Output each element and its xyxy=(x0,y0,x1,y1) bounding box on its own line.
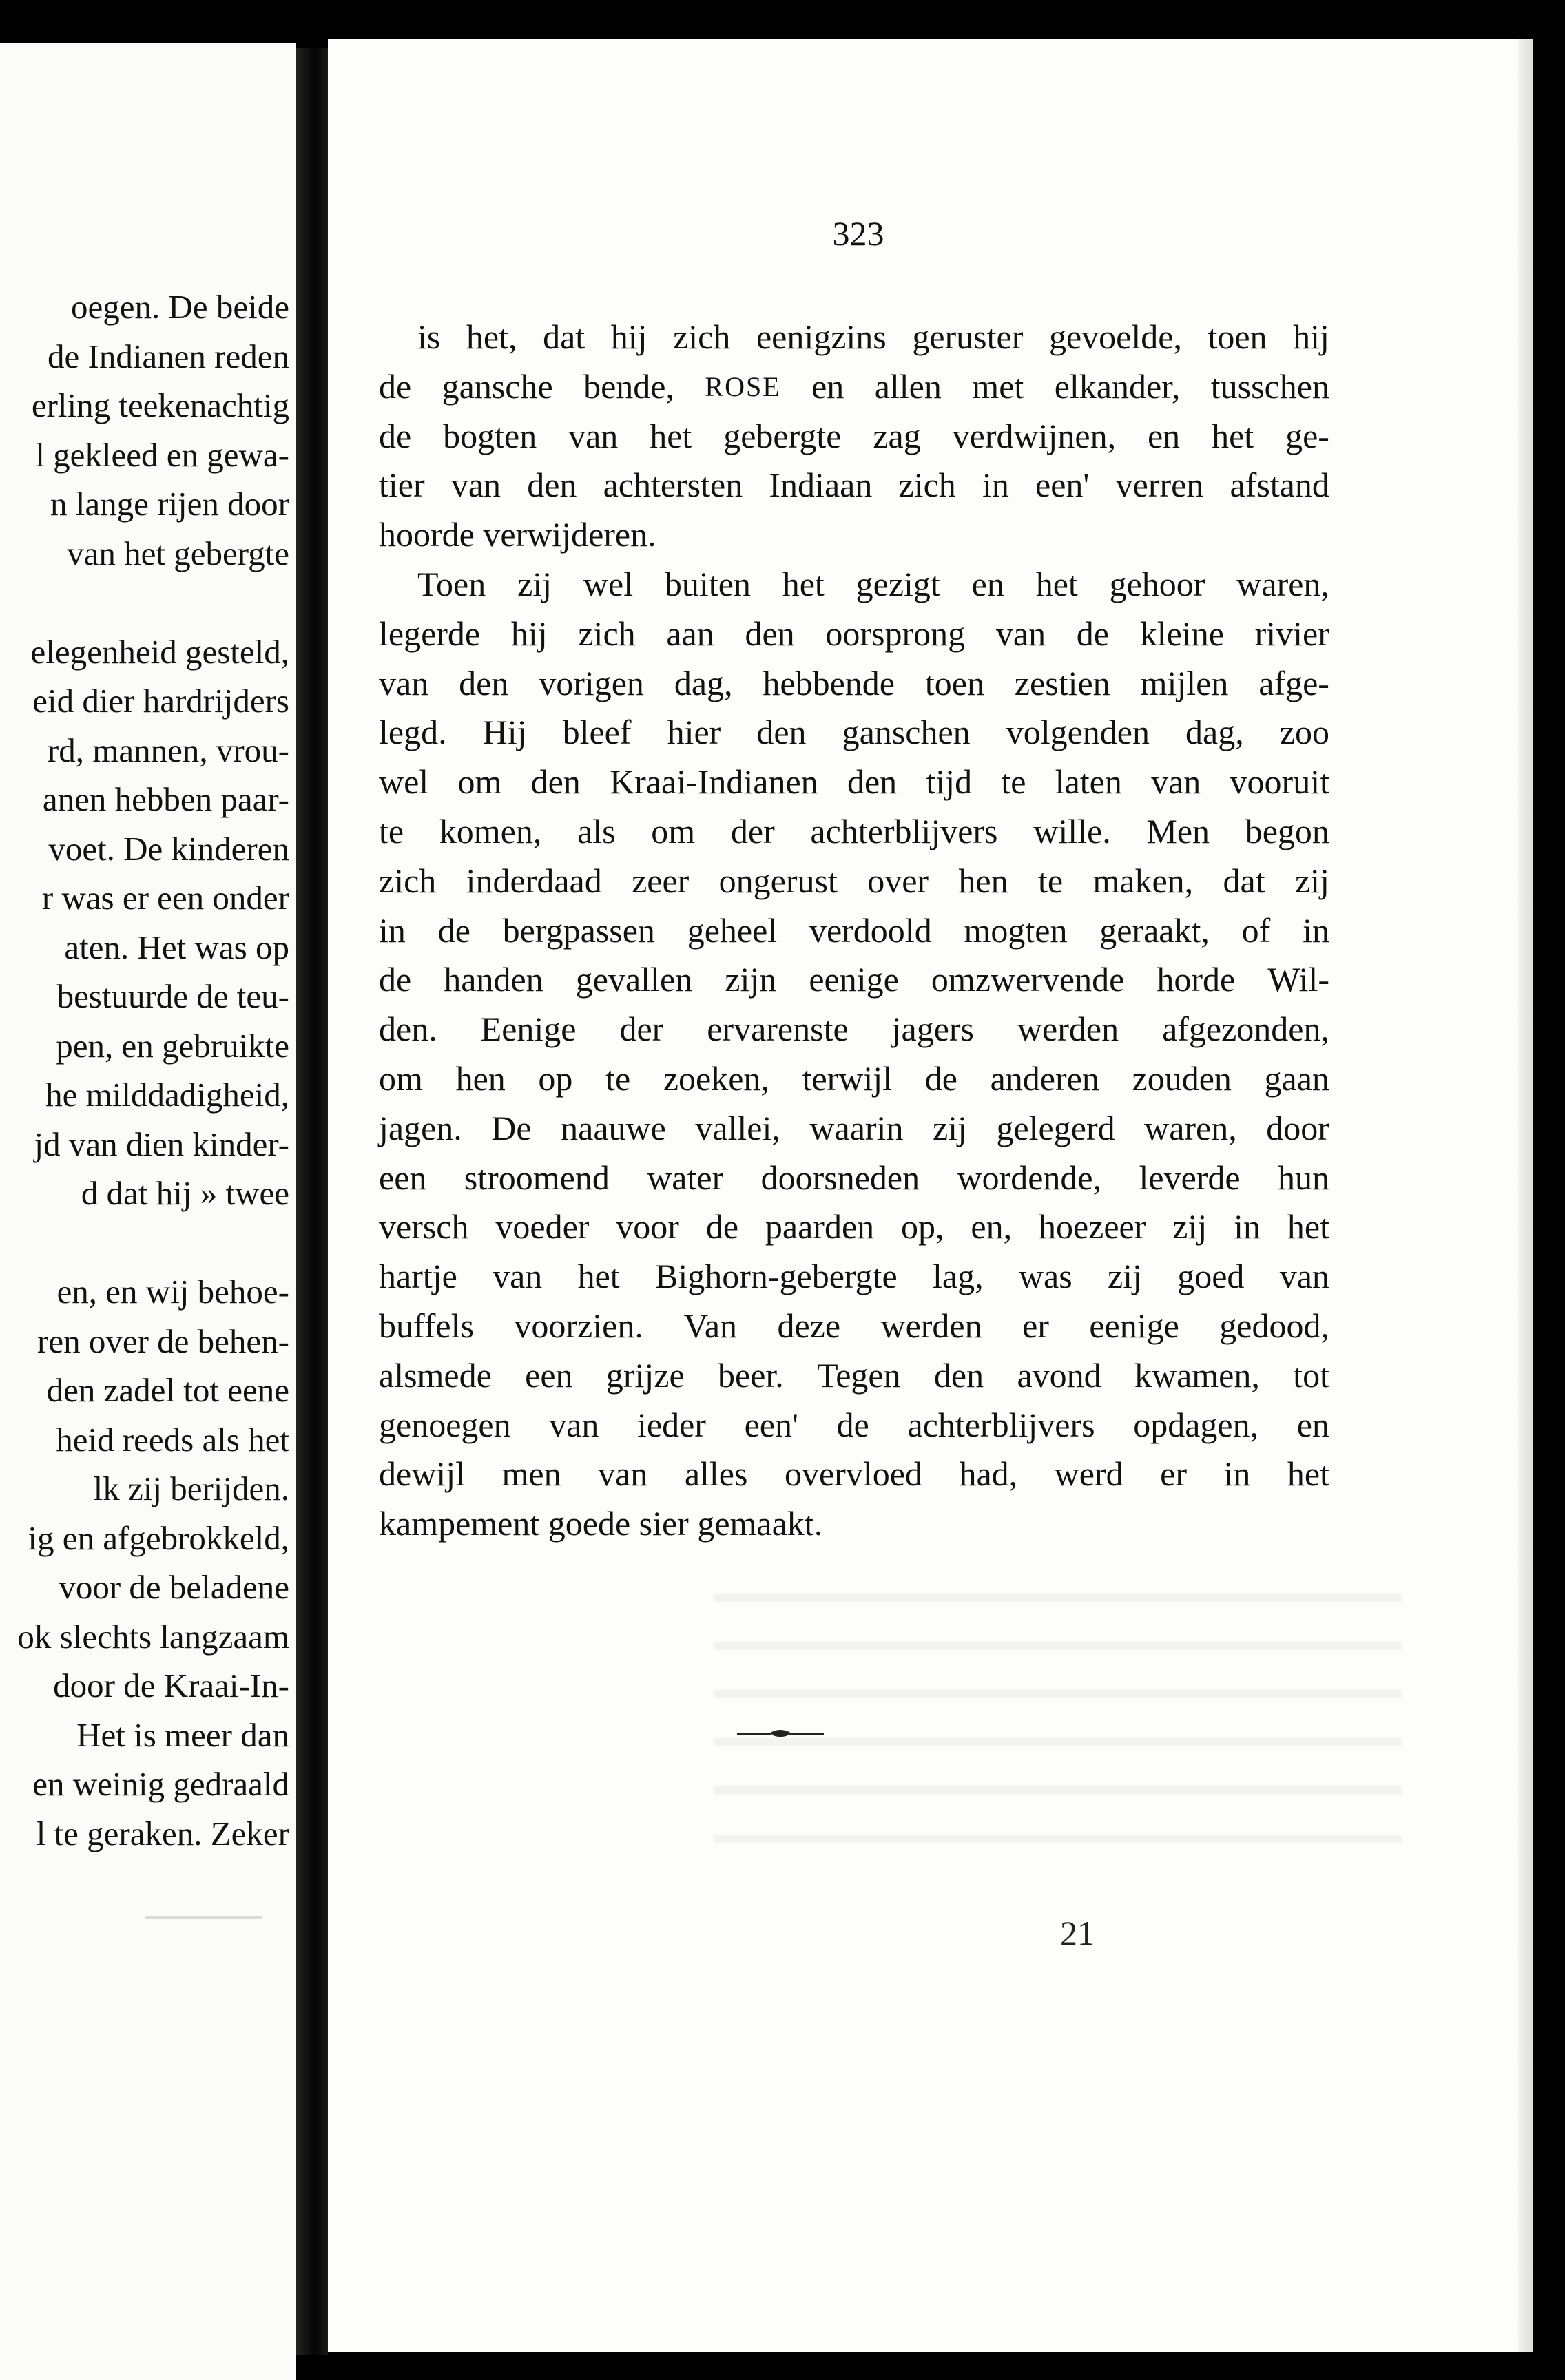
word: terwijl xyxy=(802,1058,893,1098)
word: van xyxy=(995,614,1046,653)
word: Toen xyxy=(417,564,486,603)
word: en xyxy=(1147,416,1181,455)
word: hen xyxy=(455,1058,506,1098)
word: zij xyxy=(1294,861,1329,900)
word: zoeken, xyxy=(663,1058,769,1098)
word: achterblijvers xyxy=(810,811,998,850)
word: voorzien. xyxy=(514,1306,643,1345)
text-line xyxy=(379,1104,1329,1154)
word: der xyxy=(619,1010,664,1049)
word: tot xyxy=(1293,1355,1329,1395)
text-line xyxy=(379,955,1329,1005)
left-page xyxy=(0,43,296,2380)
word: rivier xyxy=(1254,614,1329,653)
word: komen, xyxy=(439,811,542,850)
word: tier xyxy=(379,466,425,505)
text-line xyxy=(379,1054,1329,1104)
word: gehoor xyxy=(1109,564,1205,603)
word: hij xyxy=(610,317,647,356)
word: de xyxy=(836,1405,869,1444)
word: een' xyxy=(1035,466,1090,505)
text-line xyxy=(379,1005,1329,1054)
left-page-line: Het is meer dan xyxy=(76,1715,289,1754)
word: begon xyxy=(1245,811,1329,850)
word: waarin xyxy=(809,1108,904,1147)
left-page-line: he milddadigheid, xyxy=(45,1076,289,1114)
text-line xyxy=(379,1302,1329,1351)
text-line xyxy=(379,1202,1329,1252)
right-page-body-text xyxy=(379,313,1329,1549)
word: gaan xyxy=(1264,1058,1329,1098)
left-page-line: de Indianen reden xyxy=(48,337,289,375)
word: laten xyxy=(1055,762,1122,802)
word: bergpassen xyxy=(502,910,655,950)
word: er xyxy=(1022,1306,1049,1345)
word: zestien xyxy=(1014,663,1110,702)
word: het, xyxy=(466,317,517,356)
word: had, xyxy=(959,1454,1018,1494)
word: zij xyxy=(932,1108,967,1147)
left-page-line: den zadel tot eene xyxy=(46,1371,289,1409)
word: horde xyxy=(1157,960,1236,999)
word: de xyxy=(379,960,412,999)
word: van xyxy=(450,466,501,505)
text-line xyxy=(379,1252,1329,1302)
word: was xyxy=(1018,1257,1072,1296)
word: gansche xyxy=(442,366,553,406)
word: hen xyxy=(958,861,1008,900)
word: hoorde verwijderen. xyxy=(379,515,656,554)
left-page-line: l te geraken. Zeker xyxy=(36,1814,289,1852)
word: achtersten xyxy=(603,466,743,505)
word: wille. xyxy=(1033,811,1111,850)
word: der xyxy=(730,811,775,850)
word: zich xyxy=(898,466,956,505)
word: over xyxy=(867,861,929,900)
signature-mark: 21 xyxy=(1060,1914,1095,1952)
left-page-line: van het gebergte xyxy=(67,534,289,572)
page-edge-shadow xyxy=(1518,39,1533,2352)
word: goed xyxy=(1177,1257,1245,1296)
left-page-line: anen hebben paar- xyxy=(42,780,289,818)
word: dewijl xyxy=(379,1454,465,1494)
word: zich xyxy=(673,317,731,356)
word: ganschen xyxy=(842,713,971,752)
left-page-line: erling teekenachtig xyxy=(31,386,289,424)
word: Kraai-Indianen xyxy=(610,762,818,802)
word: gelegerd xyxy=(996,1108,1115,1147)
word: van xyxy=(549,1405,599,1444)
text-line xyxy=(379,906,1329,956)
left-page-line: n lange rijen door xyxy=(50,485,289,523)
word: als xyxy=(577,811,616,850)
word: opdagen, xyxy=(1133,1405,1259,1444)
text-line xyxy=(379,609,1329,659)
word: het xyxy=(650,416,692,455)
word: elkander, xyxy=(1054,366,1181,406)
left-page-line: ig en afgebrokkeld, xyxy=(28,1518,289,1557)
word: naauwe xyxy=(561,1108,666,1147)
word: kleine xyxy=(1139,614,1224,653)
text-line xyxy=(379,1351,1329,1401)
word: hier xyxy=(667,713,721,752)
text-line xyxy=(379,362,1329,412)
word: wordende, xyxy=(957,1158,1102,1197)
word: het xyxy=(1035,564,1078,603)
word: men xyxy=(501,1454,561,1494)
word: gebergte xyxy=(723,416,842,455)
word: geraakt, xyxy=(1099,910,1210,950)
word: verdwijnen, xyxy=(952,416,1117,455)
word: te xyxy=(1037,861,1064,900)
word: de xyxy=(924,1058,957,1098)
word: bleef xyxy=(562,713,632,752)
left-page-line: elegenheid gesteld, xyxy=(30,632,289,671)
word: stroomend xyxy=(464,1158,610,1197)
word: zoo xyxy=(1279,713,1329,752)
left-page-line: oegen. De beide xyxy=(71,288,289,326)
text-line xyxy=(379,708,1329,758)
word: in xyxy=(1223,1454,1251,1494)
word: leverde xyxy=(1139,1158,1241,1197)
word: geheel xyxy=(687,910,778,950)
word: zij xyxy=(517,564,552,603)
word: een xyxy=(525,1355,573,1395)
word: in xyxy=(982,466,1009,505)
word: anderen xyxy=(990,1058,1099,1098)
word: ervarenste xyxy=(707,1010,849,1049)
word: eenigzins xyxy=(756,317,887,356)
word: water xyxy=(647,1158,724,1197)
word: gevoelde, xyxy=(1048,317,1182,356)
word: lag, xyxy=(933,1257,984,1296)
word: om xyxy=(379,1058,423,1098)
word: van xyxy=(379,663,429,702)
word: werd xyxy=(1054,1454,1123,1494)
text-line xyxy=(379,659,1329,709)
word: zouden xyxy=(1132,1058,1232,1098)
word: jagers xyxy=(891,1010,974,1049)
word: beer. xyxy=(718,1355,784,1395)
word: vooruit xyxy=(1230,762,1329,802)
left-page-line: voor de beladene xyxy=(59,1568,289,1606)
word: gevallen xyxy=(575,960,693,999)
word: Eenige xyxy=(480,1010,577,1049)
word: genoegen xyxy=(379,1405,511,1444)
word: geruster xyxy=(912,317,1024,356)
word: handen xyxy=(444,960,543,999)
word: versch xyxy=(379,1207,469,1246)
word: en xyxy=(1296,1405,1329,1444)
word: dat xyxy=(1223,861,1265,900)
word: dag, xyxy=(1185,713,1244,752)
word: allen xyxy=(874,366,942,406)
word: waren, xyxy=(1144,1108,1237,1147)
section-ornament-icon xyxy=(736,1726,825,1741)
word: jagen. xyxy=(379,1108,462,1147)
word: Wil- xyxy=(1267,960,1329,999)
word: van xyxy=(568,416,619,455)
text-line xyxy=(379,461,1329,510)
word: den xyxy=(527,466,577,505)
word: of xyxy=(1241,910,1271,950)
left-page-line: jd van dien kinder- xyxy=(34,1125,289,1163)
word: werden xyxy=(880,1306,982,1345)
word: den xyxy=(756,713,807,752)
word: omzwervende xyxy=(931,960,1125,999)
word: zij xyxy=(1107,1257,1142,1296)
left-page-line: eid dier hardrijders xyxy=(32,682,289,720)
word: verdoold xyxy=(809,910,932,950)
text-line xyxy=(379,510,1329,560)
text-line xyxy=(379,560,1329,609)
left-page-line: en, en wij behoe- xyxy=(56,1273,289,1311)
word: deze xyxy=(777,1306,841,1345)
word: te xyxy=(379,811,404,850)
word: hoezeer xyxy=(1038,1207,1146,1246)
word: te xyxy=(605,1058,631,1098)
text-line xyxy=(379,1154,1329,1203)
left-page-line: bestuurde de teu- xyxy=(56,977,289,1015)
text-line xyxy=(379,1450,1329,1499)
word: tijd xyxy=(926,762,973,802)
word: waren, xyxy=(1236,564,1329,603)
word: het xyxy=(1287,1454,1329,1494)
word: zij xyxy=(1172,1207,1208,1246)
word: Bighorn-gebergte xyxy=(654,1257,898,1296)
word: achterblijvers xyxy=(907,1405,1095,1444)
left-page-line: aten. Het was op xyxy=(64,928,289,966)
left-page-line: door de Kraai-In- xyxy=(53,1667,289,1704)
word: afgezonden, xyxy=(1162,1010,1329,1049)
left-page-line: r was er een onder xyxy=(41,879,289,917)
word: dat xyxy=(543,317,585,356)
word: vallei, xyxy=(695,1108,780,1147)
word: hebbende xyxy=(763,663,895,702)
word: afge- xyxy=(1258,663,1329,702)
word: tusschen xyxy=(1210,366,1329,406)
word: den xyxy=(530,762,581,802)
word: avond xyxy=(1017,1355,1101,1395)
book-gutter xyxy=(296,48,328,2355)
word: zich xyxy=(578,614,636,653)
word: ieder xyxy=(637,1405,706,1444)
word: gedood, xyxy=(1219,1306,1329,1345)
word: aan xyxy=(666,614,714,653)
word: oorsprong xyxy=(825,614,966,653)
word: om xyxy=(457,762,502,802)
word: op xyxy=(538,1058,573,1098)
word: afstand xyxy=(1230,466,1329,505)
word: en xyxy=(971,564,1004,603)
word: zag xyxy=(873,416,921,455)
word: Hij xyxy=(482,713,527,752)
word: zijn xyxy=(725,960,777,999)
word: van xyxy=(1279,1257,1329,1296)
word: verren xyxy=(1115,466,1204,505)
word: ongerust xyxy=(718,861,838,900)
word: mijlen xyxy=(1140,663,1229,702)
left-page-line: d dat hij » twee xyxy=(81,1174,289,1212)
word: bogten xyxy=(443,416,537,455)
right-page xyxy=(328,39,1533,2352)
word: en, xyxy=(971,1207,1013,1246)
left-page-line: voet. De kinderen xyxy=(48,829,289,868)
left-page-line: lk zij berijden. xyxy=(93,1470,289,1507)
left-page-faint-mark xyxy=(145,1916,262,1919)
left-page-text xyxy=(0,282,289,1858)
left-page-line: ren over de behen- xyxy=(37,1322,289,1360)
word: van xyxy=(493,1257,543,1296)
bleed-through-text xyxy=(714,1554,1402,1843)
text-line xyxy=(379,807,1329,857)
word: op, xyxy=(901,1207,944,1246)
word: toen xyxy=(924,663,984,702)
word: vorigen xyxy=(539,663,644,702)
word: mogten xyxy=(964,910,1068,950)
text-line xyxy=(379,857,1329,906)
word: grijze xyxy=(605,1355,685,1395)
word: ge- xyxy=(1285,416,1329,455)
text-line xyxy=(379,313,1329,362)
word: te xyxy=(1001,762,1026,802)
word: er xyxy=(1160,1454,1187,1494)
word: voor xyxy=(616,1207,679,1246)
word: eenige xyxy=(1089,1306,1179,1345)
word: de xyxy=(1076,614,1109,653)
text-line xyxy=(379,1401,1329,1450)
left-page-line: ok slechts langzaam xyxy=(17,1617,289,1656)
left-page-line xyxy=(0,578,289,627)
word: alles xyxy=(684,1454,748,1494)
word: de xyxy=(437,910,470,950)
word: alsmede xyxy=(379,1355,492,1395)
word: eenige xyxy=(809,960,899,999)
left-page-line: rd, mannen, vrou- xyxy=(47,731,289,769)
left-page-line xyxy=(0,1218,289,1268)
word: buiten xyxy=(664,564,751,603)
word: Men xyxy=(1146,811,1210,850)
word: Van xyxy=(683,1306,738,1345)
text-line xyxy=(379,412,1329,461)
left-page-line: heid reeds als het xyxy=(56,1420,289,1459)
word: een' xyxy=(744,1405,798,1444)
text-line xyxy=(379,758,1329,807)
word: hij xyxy=(510,614,548,653)
word: volgenden xyxy=(1006,713,1150,752)
word: bende, xyxy=(583,366,674,406)
word: gezigt xyxy=(856,564,940,603)
word: de xyxy=(379,416,412,455)
word: het xyxy=(1212,416,1254,455)
word: werden xyxy=(1017,1010,1119,1049)
word: om xyxy=(651,811,696,850)
text-line xyxy=(379,1499,1329,1549)
word: den xyxy=(745,614,795,653)
word: toen xyxy=(1208,317,1267,356)
word: met xyxy=(972,366,1024,406)
word: buffels xyxy=(379,1306,474,1345)
word: kwamen, xyxy=(1134,1355,1260,1395)
word: is xyxy=(417,317,441,356)
page-number: 323 xyxy=(832,214,884,253)
word: De xyxy=(491,1108,532,1147)
word: het xyxy=(577,1257,620,1296)
word: het xyxy=(1287,1207,1329,1246)
word: den xyxy=(933,1355,984,1395)
word: hij xyxy=(1293,317,1329,356)
word: wel xyxy=(583,564,634,603)
word: den. xyxy=(379,1010,437,1049)
word: hartje xyxy=(379,1257,457,1296)
word: kampement goede sier gemaakt. xyxy=(379,1504,823,1543)
word: den xyxy=(459,663,509,702)
word: van xyxy=(1151,762,1201,802)
left-page-line: en weinig gedraald xyxy=(32,1765,289,1803)
word: dag, xyxy=(674,663,733,702)
word: en xyxy=(811,366,844,406)
word: zich xyxy=(379,861,437,900)
word: zeer xyxy=(632,861,690,900)
word: wel xyxy=(379,762,429,802)
word: van xyxy=(598,1454,648,1494)
word: Indiaan xyxy=(769,466,873,505)
word: den xyxy=(847,762,898,802)
word: legerde xyxy=(379,614,481,653)
left-page-line: pen, en gebruikte xyxy=(56,1026,289,1065)
word: hun xyxy=(1277,1158,1329,1197)
word: door xyxy=(1266,1108,1329,1147)
word: voeder xyxy=(495,1207,590,1246)
word: maken, xyxy=(1092,861,1194,900)
word: legd. xyxy=(379,713,447,752)
word: de xyxy=(705,1207,739,1246)
word: de xyxy=(379,366,412,406)
word: doorsneden xyxy=(760,1158,920,1197)
word: ROSE xyxy=(705,370,781,402)
word: in xyxy=(1303,910,1329,950)
word: een xyxy=(379,1158,427,1197)
word: overvloed xyxy=(784,1454,922,1494)
left-page-line: l gekleed en gewa- xyxy=(35,435,289,474)
word: in xyxy=(1234,1207,1261,1246)
word: in xyxy=(379,910,406,950)
word: Tegen xyxy=(817,1355,901,1395)
word: inderdaad xyxy=(466,861,602,900)
word: paarden xyxy=(765,1207,875,1246)
word: het xyxy=(782,564,825,603)
